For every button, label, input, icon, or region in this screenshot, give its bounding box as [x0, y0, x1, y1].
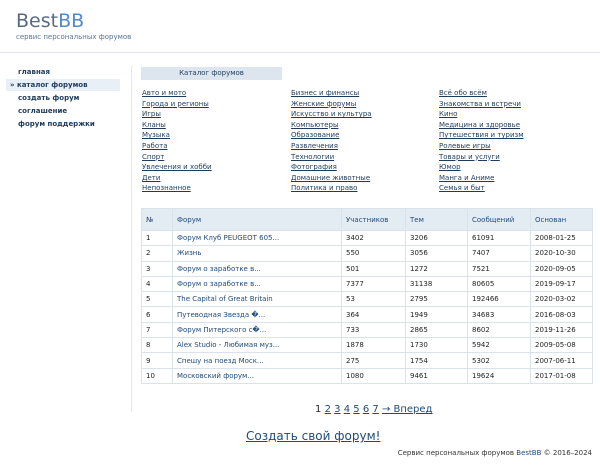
catalog-category-link[interactable]: Фотография: [291, 163, 337, 172]
footer: [398, 449, 592, 457]
sort-topics-link[interactable]: Тем: [410, 215, 424, 224]
site-logo[interactable]: [16, 10, 84, 32]
catalog-category-link[interactable]: Развлечения: [291, 141, 338, 150]
forum-link[interactable]: Путеводная Звезда �...: [177, 310, 266, 319]
forum-link[interactable]: Форум о заработке в...: [177, 280, 261, 289]
catalog-category-link[interactable]: Непознанное: [142, 184, 191, 193]
catalog-category-link[interactable]: Спорт: [142, 152, 165, 161]
catalog-category-link[interactable]: Технологии: [291, 152, 335, 161]
row-number: 8: [142, 338, 173, 353]
topics-count: 2795: [406, 292, 468, 307]
page-link[interactable]: 3: [334, 404, 341, 415]
topics-count: 1949: [406, 307, 468, 322]
topics-count: 1730: [406, 338, 468, 353]
row-number: 3: [142, 261, 173, 276]
footer-text: Сервис персональных форумов: [397, 449, 515, 457]
forum-link[interactable]: Форум Питерского с�...: [177, 325, 267, 334]
page-next-link[interactable]: → Вперед: [381, 404, 433, 415]
members-count: 501: [342, 261, 406, 276]
catalog-category-link[interactable]: Дети: [142, 173, 161, 182]
table-row: [142, 276, 593, 291]
topics-count: 2865: [406, 322, 468, 337]
sort-members-link[interactable]: Участников: [346, 215, 389, 224]
sort-founded-link[interactable]: Основан: [535, 215, 567, 224]
forum-link[interactable]: Спешу на поезд Моск...: [177, 356, 264, 365]
page-link[interactable]: 7: [372, 404, 379, 415]
site-tagline: сервис персональных форумов: [16, 33, 132, 41]
topics-count: 1272: [406, 261, 468, 276]
sidebar-item-agreement[interactable]: соглашение: [18, 107, 68, 115]
topics-count: 31138: [406, 276, 468, 291]
pagination: [315, 404, 432, 415]
forum-name[interactable]: [173, 368, 342, 383]
messages-count: 80605: [468, 276, 531, 291]
founded-date: 2009-05-08: [531, 338, 593, 353]
page-link[interactable]: 6: [362, 404, 370, 415]
catalog-column-1: [142, 88, 212, 194]
col-header-messages[interactable]: [468, 209, 531, 231]
forum-name[interactable]: [173, 307, 342, 322]
logo-text: Best: [16, 10, 59, 32]
catalog-category-link[interactable]: Манга и Аниме: [439, 173, 495, 182]
table-row: [142, 231, 593, 246]
row-number: 5: [142, 292, 173, 307]
sidebar-item-home[interactable]: главная: [18, 68, 50, 76]
forums-table: [141, 208, 593, 384]
members-count: 364: [342, 307, 406, 322]
sort-messages-link[interactable]: Сообщений: [472, 215, 515, 224]
catalog-category-link[interactable]: Путешествия и туризм: [439, 131, 524, 140]
row-number: 10: [142, 368, 173, 383]
forum-name[interactable]: [173, 338, 342, 353]
page-link[interactable]: 5: [353, 404, 360, 415]
sort-forum-link[interactable]: Форум: [177, 215, 202, 224]
catalog-category-link[interactable]: Искусство и культура: [291, 110, 372, 119]
col-header-forum[interactable]: [173, 209, 342, 231]
founded-date: 2020-10-30: [531, 246, 593, 261]
founded-date: 2020-09-05: [531, 261, 593, 276]
members-count: 1080: [342, 368, 406, 383]
founded-date: 2016-08-03: [531, 307, 593, 322]
catalog-category-link[interactable]: Бизнес и финансы: [291, 89, 360, 97]
catalog-category-link[interactable]: Кино: [439, 110, 458, 119]
messages-count: 5942: [468, 338, 531, 353]
messages-count: 7521: [468, 261, 531, 276]
row-number: 1: [142, 231, 173, 246]
catalog-category-link[interactable]: Увлечения и хобби: [142, 163, 212, 172]
topics-count: 9461: [406, 368, 468, 383]
members-count: 7377: [342, 276, 406, 291]
founded-date: 2008-01-25: [531, 231, 593, 246]
catalog-category-link[interactable]: Женские форумы: [291, 99, 357, 108]
logo-text-accent: BB: [58, 10, 85, 32]
header-divider: [0, 52, 600, 53]
forum-link[interactable]: The Capital of Great Britain: [177, 295, 273, 304]
page-current: 1: [315, 404, 322, 415]
catalog-category-link[interactable]: Кланы: [142, 120, 166, 129]
row-number: 6: [142, 307, 173, 322]
founded-date: 2017-01-08: [531, 368, 593, 383]
forum-name[interactable]: [173, 231, 342, 246]
catalog-category-link[interactable]: Образование: [291, 131, 340, 140]
row-number: 2: [142, 246, 173, 261]
catalog-category-link[interactable]: Юмор: [439, 163, 461, 172]
forum-name[interactable]: [173, 261, 342, 276]
messages-count: 5302: [468, 353, 531, 368]
topics-count: 3056: [406, 246, 468, 261]
col-header-topics[interactable]: [406, 209, 468, 231]
forum-link[interactable]: Alex Studio - Любимая муз...: [177, 341, 280, 350]
table-row: [142, 338, 593, 353]
table-row: [142, 307, 593, 322]
forum-link[interactable]: Московский форум...: [177, 371, 255, 380]
members-count: 733: [342, 322, 406, 337]
messages-count: 34683: [468, 307, 531, 322]
members-count: 550: [342, 246, 406, 261]
footer-copyright: © 2016–2024: [543, 449, 592, 457]
footer-brand-link[interactable]: BestBB: [516, 449, 542, 457]
page-link[interactable]: 4: [343, 404, 351, 415]
catalog-category-link[interactable]: Товары и услуги: [439, 152, 500, 161]
catalog-column-3: [439, 88, 524, 194]
founded-date: 2007-06-11: [531, 353, 593, 368]
sidebar-item-create-forum[interactable]: создать форум: [18, 94, 80, 102]
table-row: [142, 292, 593, 307]
table-row: [142, 322, 593, 337]
members-count: 1878: [342, 338, 406, 353]
table-row: [142, 368, 593, 383]
table-row: [142, 246, 593, 261]
messages-count: 61091: [468, 231, 531, 246]
catalog-category-link[interactable]: Домашние животные: [291, 173, 371, 182]
catalog-category-link[interactable]: Политика и право: [291, 184, 358, 193]
col-header-members[interactable]: [342, 209, 406, 231]
forum-link[interactable]: Форум о заработке в...: [177, 264, 261, 273]
sidebar-item-support-forum[interactable]: форум поддержки: [18, 120, 95, 128]
catalog-title: Каталог форумов: [141, 67, 282, 80]
sidebar: [0, 66, 132, 412]
table-row: [142, 261, 593, 276]
messages-count: 7407: [468, 246, 531, 261]
col-header-founded[interactable]: [531, 209, 593, 231]
table-row: [142, 353, 593, 368]
topics-count: 3206: [406, 231, 468, 246]
forum-name[interactable]: [173, 322, 342, 337]
forum-name[interactable]: [173, 246, 342, 261]
page-link[interactable]: 2: [324, 404, 331, 415]
forum-link[interactable]: Жизнь: [177, 249, 202, 258]
catalog-category-link[interactable]: Всё обо всём: [439, 89, 487, 97]
row-number: 9: [142, 353, 173, 368]
row-number: 4: [142, 276, 173, 291]
messages-count: 192466: [468, 292, 531, 307]
catalog-category-link[interactable]: Компьютеры: [291, 120, 339, 129]
catalog-category-link[interactable]: Знакомства и встречи: [439, 99, 521, 108]
messages-count: 19624: [468, 368, 531, 383]
catalog-category-link[interactable]: Игры: [142, 110, 161, 119]
catalog-category-link[interactable]: Города и регионы: [142, 99, 209, 108]
members-count: 53: [342, 292, 406, 307]
row-number: 7: [142, 322, 173, 337]
catalog-category-link[interactable]: Медицина и здоровье: [439, 120, 521, 129]
col-header-number: №: [142, 209, 173, 231]
create-forum-link[interactable]: Создать свой форум!: [246, 429, 381, 443]
topics-count: 1754: [406, 353, 468, 368]
members-count: 275: [342, 353, 406, 368]
table-header-row: [142, 209, 593, 231]
forum-name[interactable]: [173, 276, 342, 291]
messages-count: 8602: [468, 322, 531, 337]
catalog-column-2: [291, 88, 372, 194]
founded-date: 2019-09-17: [531, 276, 593, 291]
founded-date: 2020-03-02: [531, 292, 593, 307]
catalog-category-link[interactable]: Семья и быт: [439, 184, 485, 193]
catalog-category-link[interactable]: Авто и мото: [142, 89, 187, 97]
catalog-category-link[interactable]: Ролевые игры: [439, 141, 491, 150]
sidebar-item-catalog[interactable]: » каталог форумов: [6, 79, 120, 91]
catalog-category-link[interactable]: Работа: [142, 141, 168, 150]
catalog-category-link[interactable]: Музыка: [142, 131, 170, 140]
forum-name[interactable]: [173, 353, 342, 368]
members-count: 3402: [342, 231, 406, 246]
founded-date: 2019-11-26: [531, 322, 593, 337]
forum-link[interactable]: Форум Клуб PEUGEOT 605...: [177, 234, 280, 243]
forum-name[interactable]: [173, 292, 342, 307]
